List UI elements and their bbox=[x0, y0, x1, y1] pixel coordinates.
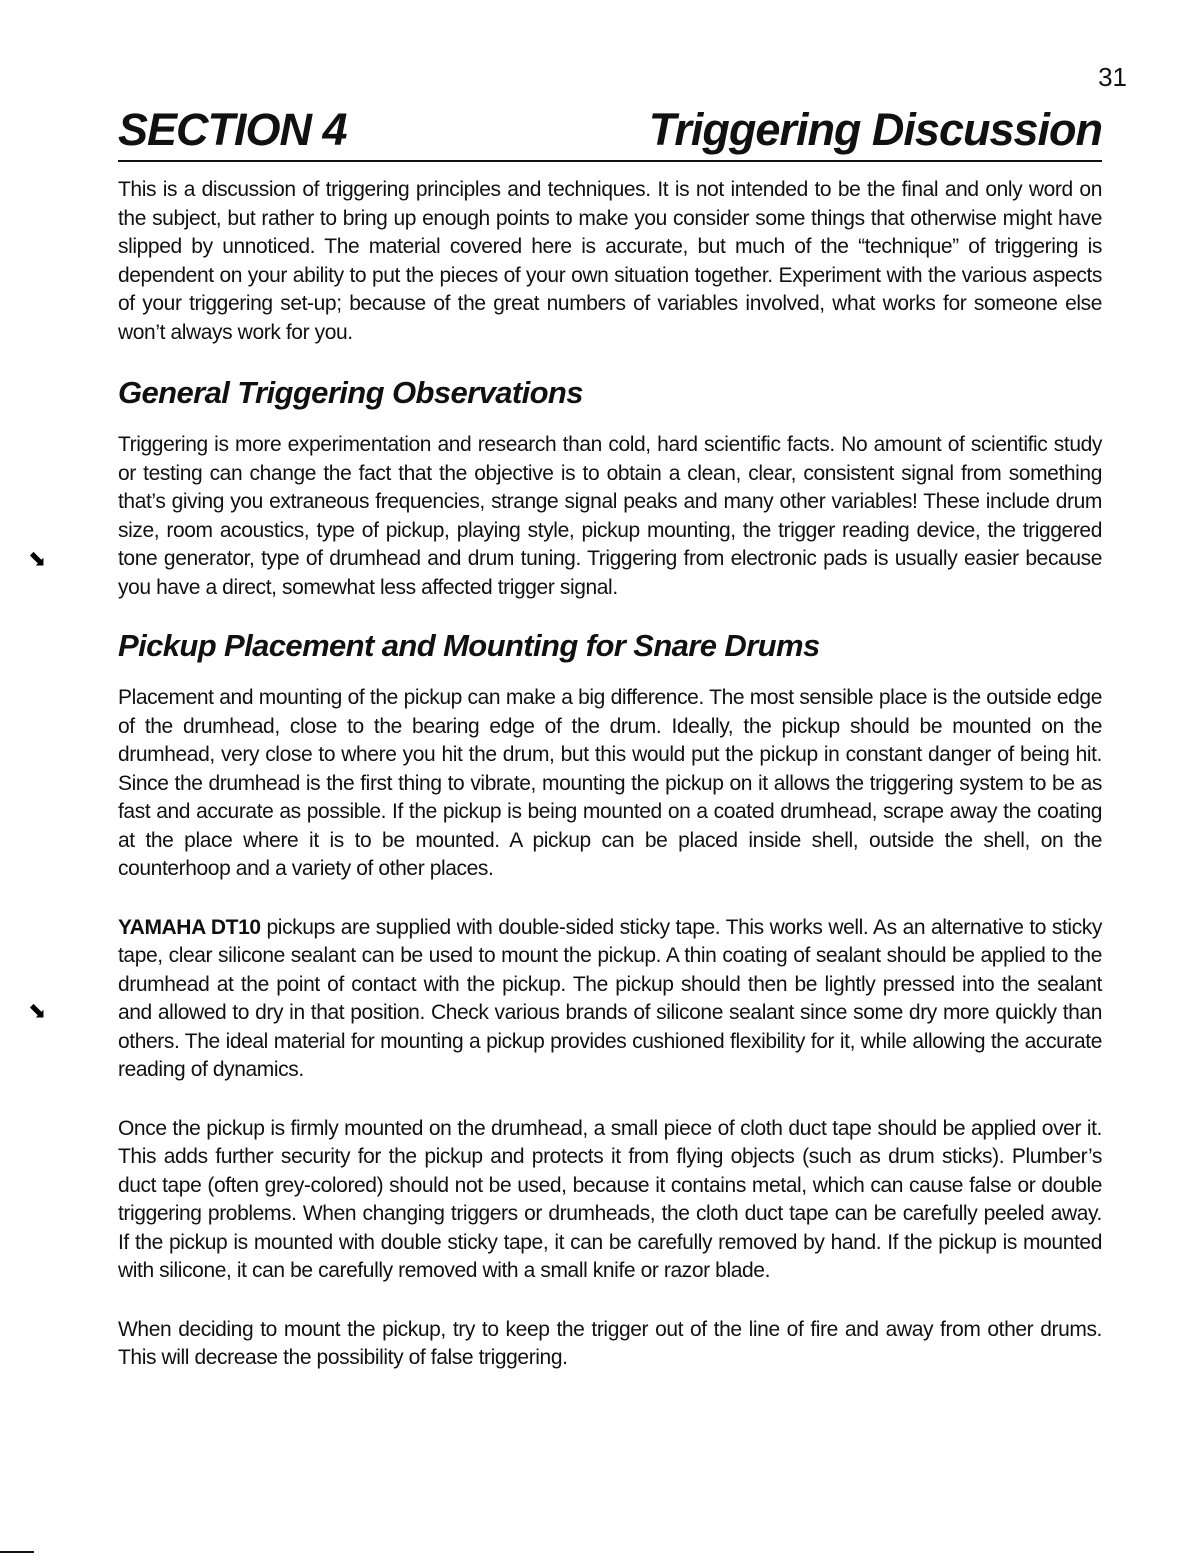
dt10-mounting-text: pickups are supplied with double-sided sticky tape. This works well. As an alternative to sticky tape, clear silicone sealant can be used to mount the pickup. A thin coating of sealant should be applied to the drumhead at the point of contact with the pickup. The pickup should then be lightly pressed into the sealant and allowed to dry in that position. Check various brands of silicone sealant since some dry more quickly than others. The ideal material for mounting a pickup provides cushioned flexibility for it, while allowing the accurate reading of dynamics. bbox=[118, 915, 1103, 1081]
page-number: 31 bbox=[1098, 62, 1127, 92]
section-title: Triggering Discussion bbox=[648, 104, 1102, 155]
duct-tape-paragraph: Once the pickup is firmly mounted on the drumhead, a small piece of cloth duct tape should be applied over it. This adds further security for the pickup and protects it from flying objects (such as drum sticks). Plumber’s duct tape (often grey-colored) should not be used, because it contains metal, which can cause false or double triggering problems. When changing triggers or drumheads, the cloth duct tape can be carefully peeled away. If the pickup is mounted with double sticky tape, it can be carefully removed by hand. If the pickup is mounted with silicone, it can be carefully removed with a small knife or razor blade. bbox=[118, 1116, 1102, 1282]
margin-arrow-icon: ⬊ bbox=[28, 546, 47, 571]
line-of-fire-paragraph: When deciding to mount the pickup, try to keep the trigger out of the line of fire and away from other drums. This will decrease the possibility of false triggering. bbox=[118, 1317, 1102, 1369]
general-observations-paragraph: Triggering is more experimentation and research than cold, hard scientific facts. No amount of scientific study or testing can change the fact that the objective is to obtain a clean, clear, consistent signal from something that’s giving you extraneous frequencies, strange signal peaks and many other variables! These include drum size, room acoustics, type of pickup, playing style, pickup mounting, the trigger reading device, the triggered tone generator, type of drumhead and drum tuning. Triggering from electronic pads is usually easier because you have a direct, somewhat less affected trigger signal. bbox=[118, 433, 1102, 599]
section-label: SECTION 4 bbox=[118, 104, 347, 155]
brand-name: YAMAHA DT10 bbox=[118, 915, 261, 939]
general-observations-heading: General Triggering Observations bbox=[118, 375, 583, 410]
pickup-placement-heading: Pickup Placement and Mounting for Snare Drums bbox=[118, 628, 820, 663]
section-header bbox=[118, 104, 1102, 162]
margin-arrow-icon: ⬊ bbox=[28, 998, 47, 1023]
dt10-mounting-paragraph bbox=[118, 914, 1102, 1085]
intro-paragraph: This is a discussion of triggering principles and techniques. It is not intended to be the final and only word on the subject, but rather to bring up enough points to make you consider some things that otherwise might have slipped by unnoticed. The material covered here is accurate, but much of the “technique” of triggering is dependent on your ability to put the pieces of your own situation together. Experiment with the various aspects of your triggering set-up; because of the great numbers of variables involved, what works for someone else won’t always work for you. bbox=[118, 178, 1102, 344]
corner-mark bbox=[0, 1551, 34, 1553]
pickup-placement-paragraph: Placement and mounting of the pickup can make a big difference. The most sensible place is the outside edge of the drumhead, close to the bearing edge of the drum. Ideally, the pickup should be mounted on the drumhead, very close to where you hit the drum, but this would put the pickup in constant danger of being hit. Since the drumhead is the first thing to vibrate, mounting the pickup on it allows the triggering system to be as fast and accurate as possible. If the pickup is being mounted on a coated drumhead, scrape away the coating at the place where it is to be mounted. A pickup can be placed inside shell, outside the shell, on the counterhoop and a variety of other places. bbox=[118, 686, 1102, 880]
page-body bbox=[118, 176, 1102, 1373]
